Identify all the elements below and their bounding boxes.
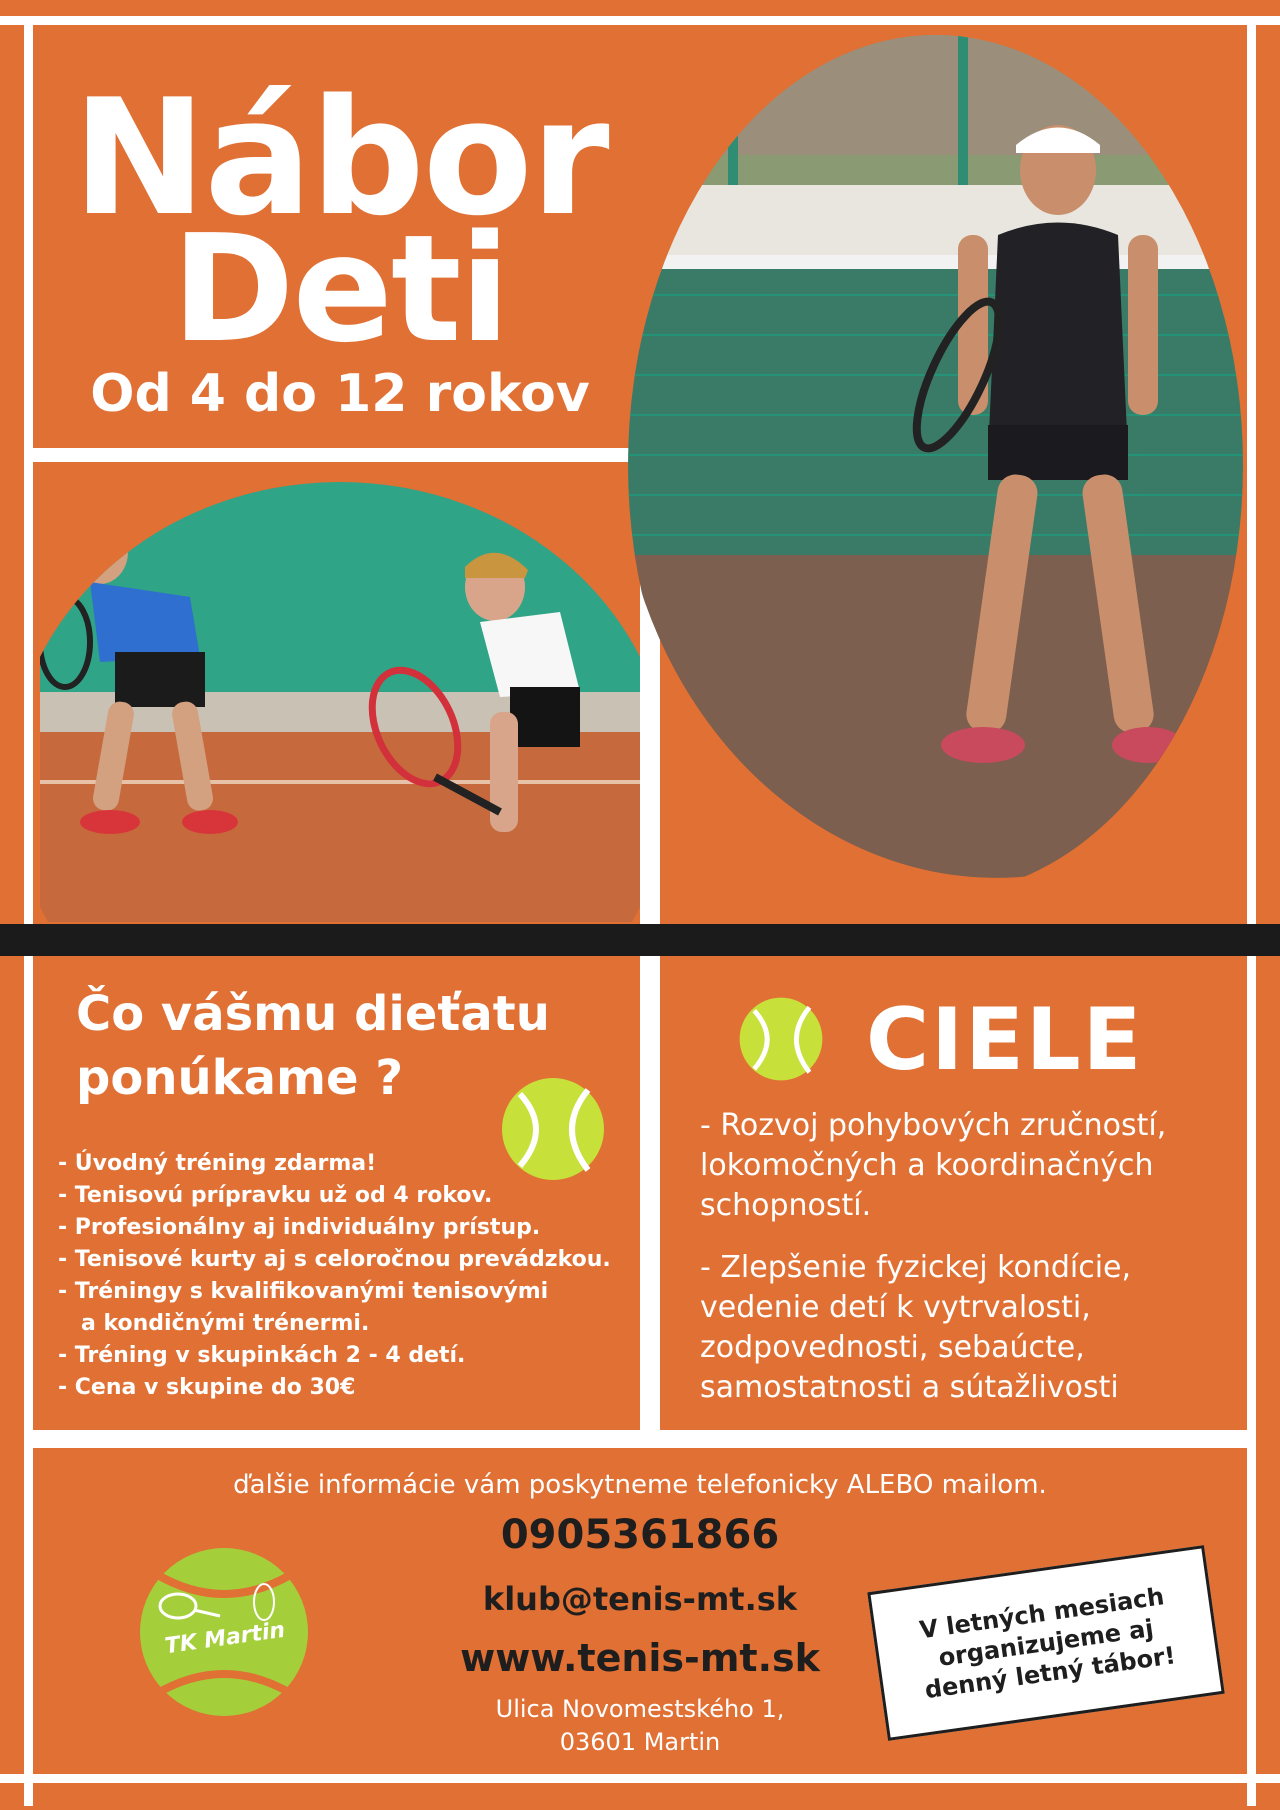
frame-bottom [0, 1774, 1280, 1783]
offer-item: a kondičnými trénermi. [58, 1311, 370, 1336]
offer-list [58, 1148, 658, 1404]
title-line2: Deti [171, 203, 509, 375]
frame-left [24, 16, 33, 1806]
address-line1: Ulica Novomestského 1, [495, 1695, 785, 1723]
offer-item: - Profesionálny aj individuálny prístup. [58, 1215, 541, 1240]
photo-girl-tennis-player [628, 35, 1243, 895]
summer-camp-note: V letných mesiach organizujeme aj denný letný tábor! [867, 1545, 1225, 1741]
phone-number[interactable]: 0905361866 [500, 1512, 780, 1558]
net-band [0, 924, 1280, 956]
goal-item: - Rozvoj pohybových zručností, lokomočných a koordinačných schopností. [700, 1108, 1167, 1223]
offer-item: - Tenisové kurty aj s celoročnou prevádzkou. [58, 1247, 611, 1272]
divider-title [33, 448, 638, 462]
address-line2: 03601 Martin [559, 1728, 721, 1756]
email-link[interactable]: klub@tenis-mt.sk [482, 1580, 798, 1618]
photo-boys-tennis-players [40, 482, 640, 922]
offer-item: - Tréningy s kvalifikovanými tenisovými [58, 1279, 549, 1304]
title-subtitle: Od 4 do 12 rokov [90, 364, 590, 424]
tennis-ball-icon [738, 996, 824, 1082]
goals-heading: CIELE [866, 990, 1144, 1090]
logo-text: TK Martin [163, 1617, 287, 1660]
contact-info-text: ďalšie informácie vám poskytneme telefonicky ALEBO mailom. [233, 1470, 1047, 1500]
website-link[interactable]: www.tenis-mt.sk [460, 1636, 820, 1680]
offer-item: - Tenisovú prípravku už od 4 rokov. [58, 1183, 493, 1208]
offer-item: - Tréning v skupinkách 2 - 4 detí. [58, 1343, 466, 1368]
offer-item: - Cena v skupine do 30€ [58, 1375, 356, 1400]
offer-heading: Čo vášmu dieťatu ponúkame ? [76, 986, 550, 1106]
title-line1: Nábor [72, 64, 608, 251]
goal-item: - Zlepšenie fyzickej kondície, vedenie detí k vytrvalosti, zodpovednosti, sebaúcte, samostatnosti a sútažlivosti [700, 1250, 1132, 1405]
divider-bottom [33, 1430, 1247, 1448]
offer-item: - Úvodný tréning zdarma! [58, 1151, 377, 1176]
frame-right [1247, 16, 1256, 1806]
frame-top [0, 16, 1280, 25]
